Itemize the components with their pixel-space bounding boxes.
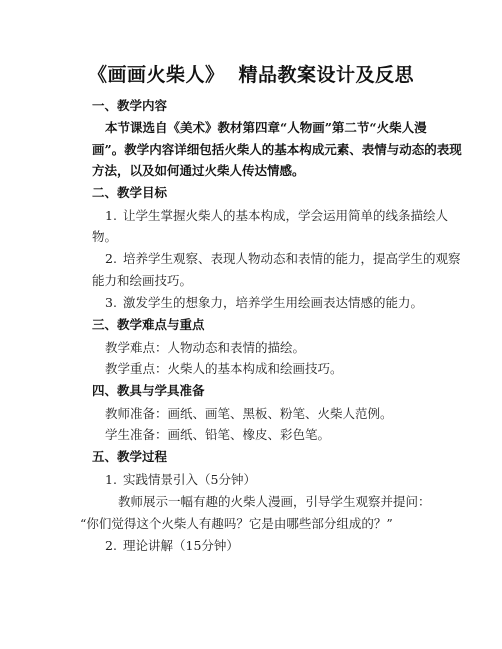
section1-paragraph-line-3: 方法，以及如何通过火柴人传达情感。 — [92, 163, 305, 178]
document-title — [0, 60, 502, 87]
process-step-1-description: 教师展示一幅有趣的火柴人漫画，引导学生观察并提问： — [118, 494, 431, 509]
objective-item-2-continued: 能力和绘画技巧。 — [92, 273, 193, 288]
section-heading-objectives: 二、教学目标 — [92, 185, 168, 200]
process-step-1 — [105, 470, 435, 490]
process-step-2-number: 2. — [105, 538, 117, 553]
objective-item-1-continued: 物。 — [92, 229, 118, 244]
section-heading-process: 五、教学过程 — [92, 449, 168, 464]
objective-item-2 — [105, 249, 461, 269]
title-main: 《画画火柴人》 — [87, 64, 225, 86]
objective-2-number: 2. — [105, 251, 117, 266]
objective-1-text: 让学生掌握火柴人的基本构成，学会运用简单的线条描绘人 — [123, 208, 449, 223]
objective-3-number: 3. — [105, 295, 117, 310]
section-heading-difficulties: 三、教学难点与重点 — [92, 317, 205, 332]
teacher-materials-line: 教师准备：画纸、画笔、黑板、粉笔、火柴人范例。 — [105, 406, 393, 421]
student-materials-line: 学生准备：画纸、铅笔、橡皮、彩色笔。 — [105, 427, 331, 442]
section-heading-materials: 四、教具与学具准备 — [92, 383, 205, 398]
title-sub: 精品教案设计及反思 — [238, 64, 415, 86]
process-step-1-number: 1. — [105, 472, 117, 487]
process-step-2-title: 理论讲解（15分钟） — [123, 538, 239, 553]
section-heading-content: 一、教学内容 — [92, 98, 168, 113]
objective-1-number: 1. — [105, 208, 117, 223]
process-step-1-title: 实践情景引入（5分钟） — [123, 472, 256, 487]
objective-3-text: 激发学生的想象力，培养学生用绘画表达情感的能力。 — [123, 295, 424, 310]
objective-2-text: 培养学生观察、表现人物动态和表情的能力，提高学生的观察 — [123, 251, 461, 266]
process-step-1-question: “你们觉得这个火柴人有趣吗？它是由哪些部分组成的？” — [80, 516, 393, 531]
key-point-line: 教学重点：火柴人的基本构成和绘画技巧。 — [105, 361, 343, 376]
difficulty-line: 教学难点：人物动态和表情的描绘。 — [105, 340, 306, 355]
process-step-2 — [105, 536, 435, 556]
section1-paragraph-line-1: 本节课选自《美术》教材第四章“人物画”第二节“火柴人漫 — [105, 120, 427, 135]
objective-item-3 — [105, 293, 435, 313]
section1-paragraph-line-2: 画”。教学内容详细包括火柴人的基本构成元素、表情与动态的表现 — [92, 142, 462, 157]
objective-item-1 — [105, 206, 449, 226]
